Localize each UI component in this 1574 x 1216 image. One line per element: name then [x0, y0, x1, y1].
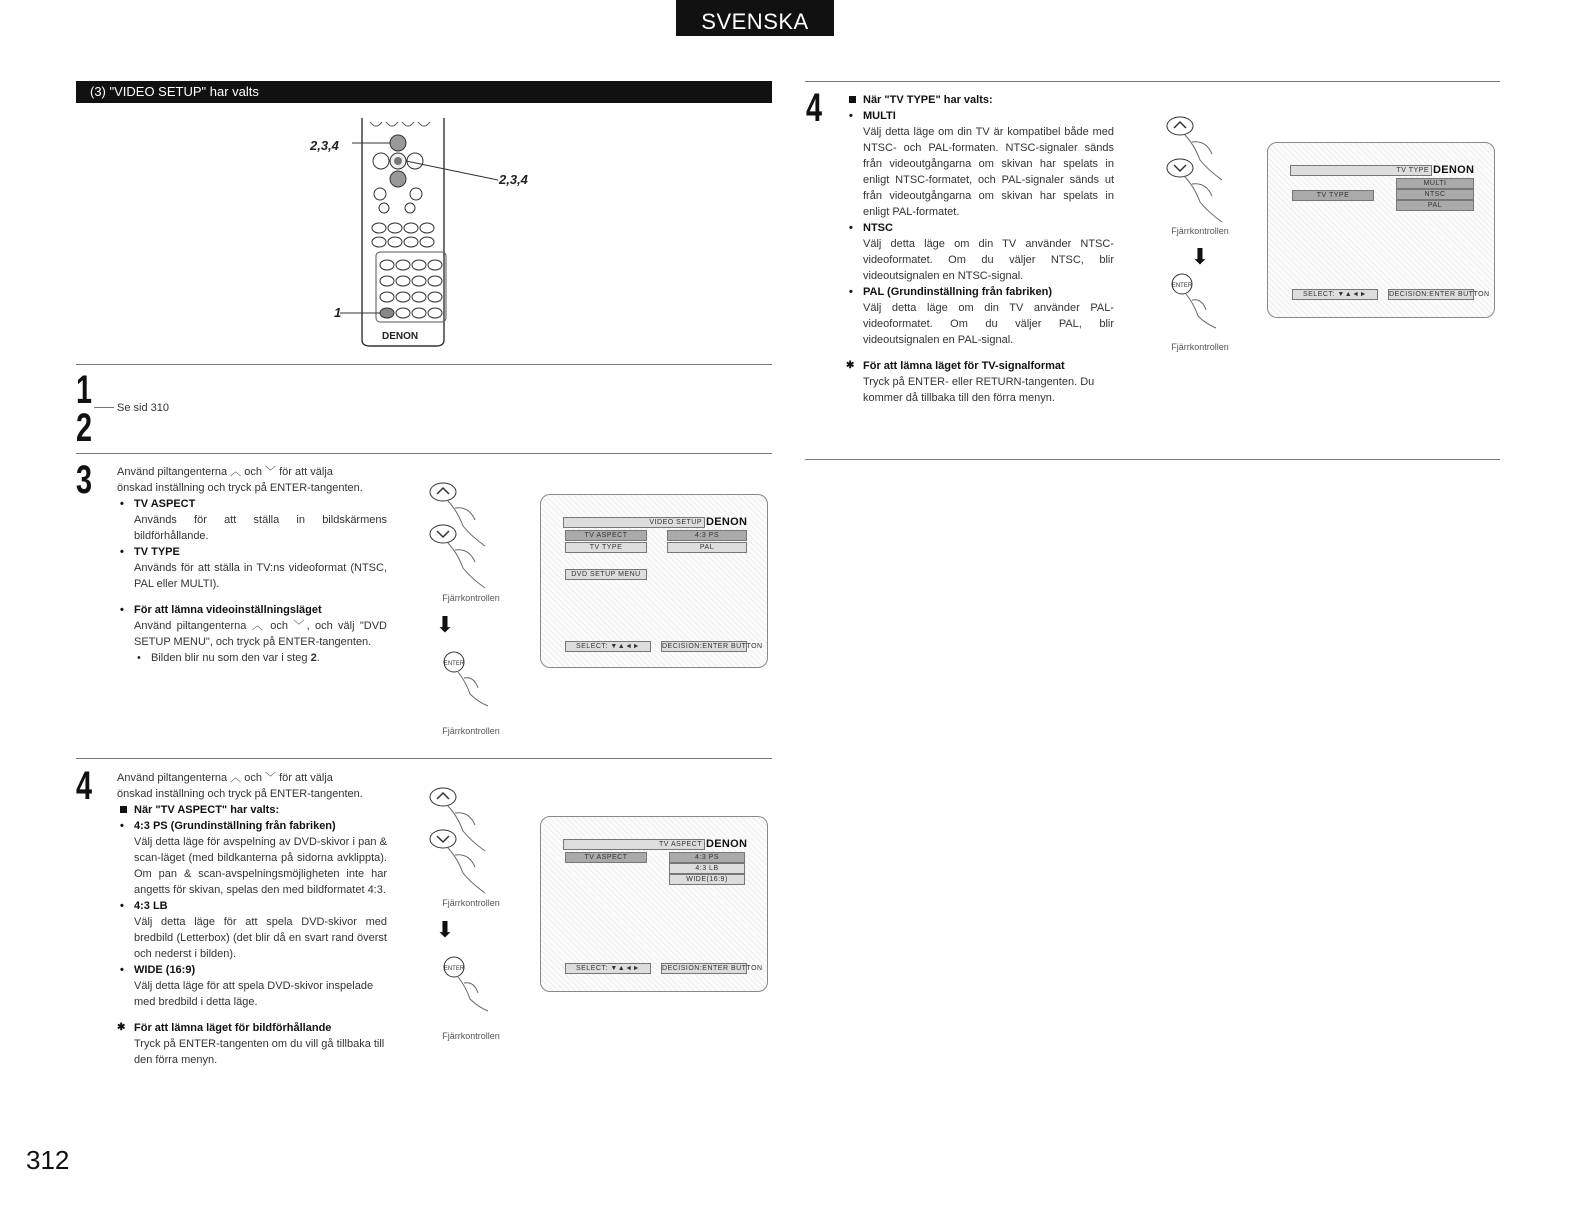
remote-caption: Fjärrkontrollen: [442, 1031, 500, 1041]
screen-select-hint: SELECT: ▼▲◄►: [1292, 289, 1378, 300]
step-number-3: 3: [76, 458, 93, 502]
remote-caption: Fjärrkontrollen: [1171, 226, 1229, 236]
screen-title: TV ASPECT: [563, 839, 705, 850]
page-number: 312: [26, 1145, 70, 1175]
down-arrow-icon: ⬇: [435, 917, 455, 942]
screen-option: WIDE(16:9): [669, 874, 745, 885]
divider: [76, 453, 772, 454]
screen-decision-hint: DECISION:ENTER BUTTON: [1389, 291, 1490, 298]
step-number-2: 2: [76, 406, 93, 450]
svg-text:ENTER: ENTER: [443, 966, 465, 972]
remote-label-234-left: 2,3,4: [310, 138, 339, 153]
screen-option: MULTI: [1396, 178, 1474, 189]
screen-row-tv-aspect: TV ASPECT: [565, 852, 647, 863]
svg-text:ENTER: ENTER: [443, 661, 465, 667]
screen-brand: DENON: [706, 838, 748, 850]
remote-caption: Fjärrkontrollen: [442, 726, 500, 736]
arrow-up-icon: ︿: [230, 772, 242, 784]
section-title-bar: (3) "VIDEO SETUP" har valts: [76, 81, 772, 103]
screen-brand: DENON: [1433, 164, 1475, 176]
screen-row-tv-aspect: TV ASPECT: [565, 530, 647, 541]
tv-screen-tv-aspect: [540, 816, 768, 992]
step4-left-text: Använd piltangenterna ︿ och ﹀ för att välja önskad inställning och tryck på ENTER-tangenten. När "TV ASPECT" har valts: • 4:3 PS (Grundinställning från fabriken) Välj detta läge för avspelning av DVD-skivor i pan & scan-läget (med bildkanterna på sidorna avklippta). Om pan & scan-avspelningsmöjligheten inte har angetts för skivan, spelas den med bildformatet 4:3. • 4:3 LB Välj detta läge för att spela DVD-skivor med bredbild (Letterbox) (det blir då en svart rand överst och nederst i bilden). • WIDE (16:9) Välj detta läge för att spela DVD-skivor inspelade med bredbild i detta läge. ✱ För att lämna läget för bildförhållande Tryck på ENTER-tangenten om du vill gå tillbaka till den förra menyn.: [117, 770, 387, 1068]
step-number-1: 1: [76, 368, 93, 412]
screen-row-dvd-setup-menu: DVD SETUP MENU: [565, 569, 647, 580]
arrow-up-icon: ︿: [251, 620, 265, 632]
see-page-reference: Se sid 310: [117, 402, 169, 414]
remote-caption: Fjärrkontrollen: [442, 593, 500, 603]
screen-title: TV TYPE: [1290, 165, 1432, 176]
screen-select-hint: SELECT: ▼▲◄►: [565, 641, 651, 652]
screen-decision-hint: DECISION:ENTER BUTTON: [662, 965, 763, 972]
tv-screen-video-setup: [540, 494, 768, 668]
remote-label-234-right: 2,3,4: [499, 172, 528, 187]
screen-row-tv-type: TV TYPE: [1292, 190, 1374, 201]
arrow-down-icon: ﹀: [265, 466, 277, 478]
down-arrow-icon: ⬇: [435, 612, 455, 637]
remote-caption: Fjärrkontrollen: [442, 898, 500, 908]
screen-option: PAL: [1396, 200, 1474, 211]
arrow-down-icon: ﹀: [293, 620, 307, 632]
hand-pressing-arrow-buttons-icon: [1162, 112, 1242, 222]
hand-pressing-arrow-buttons-icon: [425, 478, 505, 588]
hand-pressing-enter-icon: [1170, 272, 1230, 332]
arrow-down-icon: ﹀: [265, 772, 277, 784]
divider: [805, 459, 1500, 460]
screen-value: PAL: [667, 542, 747, 553]
screen-option: NTSC: [1396, 189, 1474, 200]
step4-right-text: När "TV TYPE" har valts: • MULTI Välj detta läge om din TV är kompatibel både med NTSC- och PAL-formaten. NTSC-signaler sänds från videoutgångarna om skivan har spelats in enligt NTSC-formatet, och PAL-signaler sänds ut från videoutgångarna om skivan har spelats in enligt PAL-formatet. • NTSC Välj detta läge om din TV använder NTSC-videoformatet. Om du väljer NTSC, blir videoutsignalen en NTSC-signal. • PAL (Grundinställning från fabriken) Välj detta läge om din TV använder PAL-videoformatet. Om du väljer PAL, blir videoutsignalen en PAL-signal. ✱ För att lämna läget för TV-signalformat Tryck på ENTER- eller RETURN-tangenten. Du kommer då tillbaka till den förra menyn.: [846, 92, 1114, 406]
arrow-up-icon: ︿: [230, 466, 242, 478]
screen-value: 4:3 PS: [667, 530, 747, 541]
screen-select-hint: SELECT: ▼▲◄►: [565, 963, 651, 974]
screen-row-tv-type: TV TYPE: [565, 542, 647, 553]
divider: [76, 758, 772, 759]
step-connector-line: [94, 407, 114, 408]
divider: [76, 364, 772, 365]
down-arrow-icon: ⬇: [1190, 244, 1210, 269]
hand-pressing-enter-icon: [440, 648, 500, 708]
language-tab: SVENSKA: [676, 0, 834, 36]
remote-control-illustration: [340, 118, 464, 350]
screen-option: 4:3 PS: [669, 852, 745, 863]
tv-screen-tv-type: [1267, 142, 1495, 318]
remote-brand-logo: DENON: [382, 331, 419, 342]
step3-text: Använd piltangenterna ︿ och ﹀ för att välja önskad inställning och tryck på ENTER-tangenten. • TV ASPECT Används för att ställa in bildskärmens bildförhållande. • TV TYPE Används för att ställa in TV:ns videoformat (NTSC, PAL eller MULTI). • För att lämna videoinställningsläget Använd piltangenterna ︿ och ﹀, och välj "DVD SETUP MENU", och tryck på ENTER-tangenten. • Bilden blir nu som den var i steg 2.: [117, 464, 387, 666]
step-number-4: 4: [806, 86, 823, 130]
screen-option: 4:3 LB: [669, 863, 745, 874]
divider: [805, 81, 1500, 82]
step-number-4: 4: [76, 764, 93, 808]
hand-pressing-enter-icon: [440, 953, 500, 1013]
remote-label-1: 1: [334, 305, 342, 320]
screen-decision-hint: DECISION:ENTER BUTTON: [662, 643, 763, 650]
screen-title: VIDEO SETUP: [563, 517, 705, 528]
svg-text:ENTER: ENTER: [1171, 283, 1193, 289]
remote-caption: Fjärrkontrollen: [1171, 342, 1229, 352]
screen-brand: DENON: [706, 516, 748, 528]
hand-pressing-arrow-buttons-icon: [425, 783, 505, 893]
